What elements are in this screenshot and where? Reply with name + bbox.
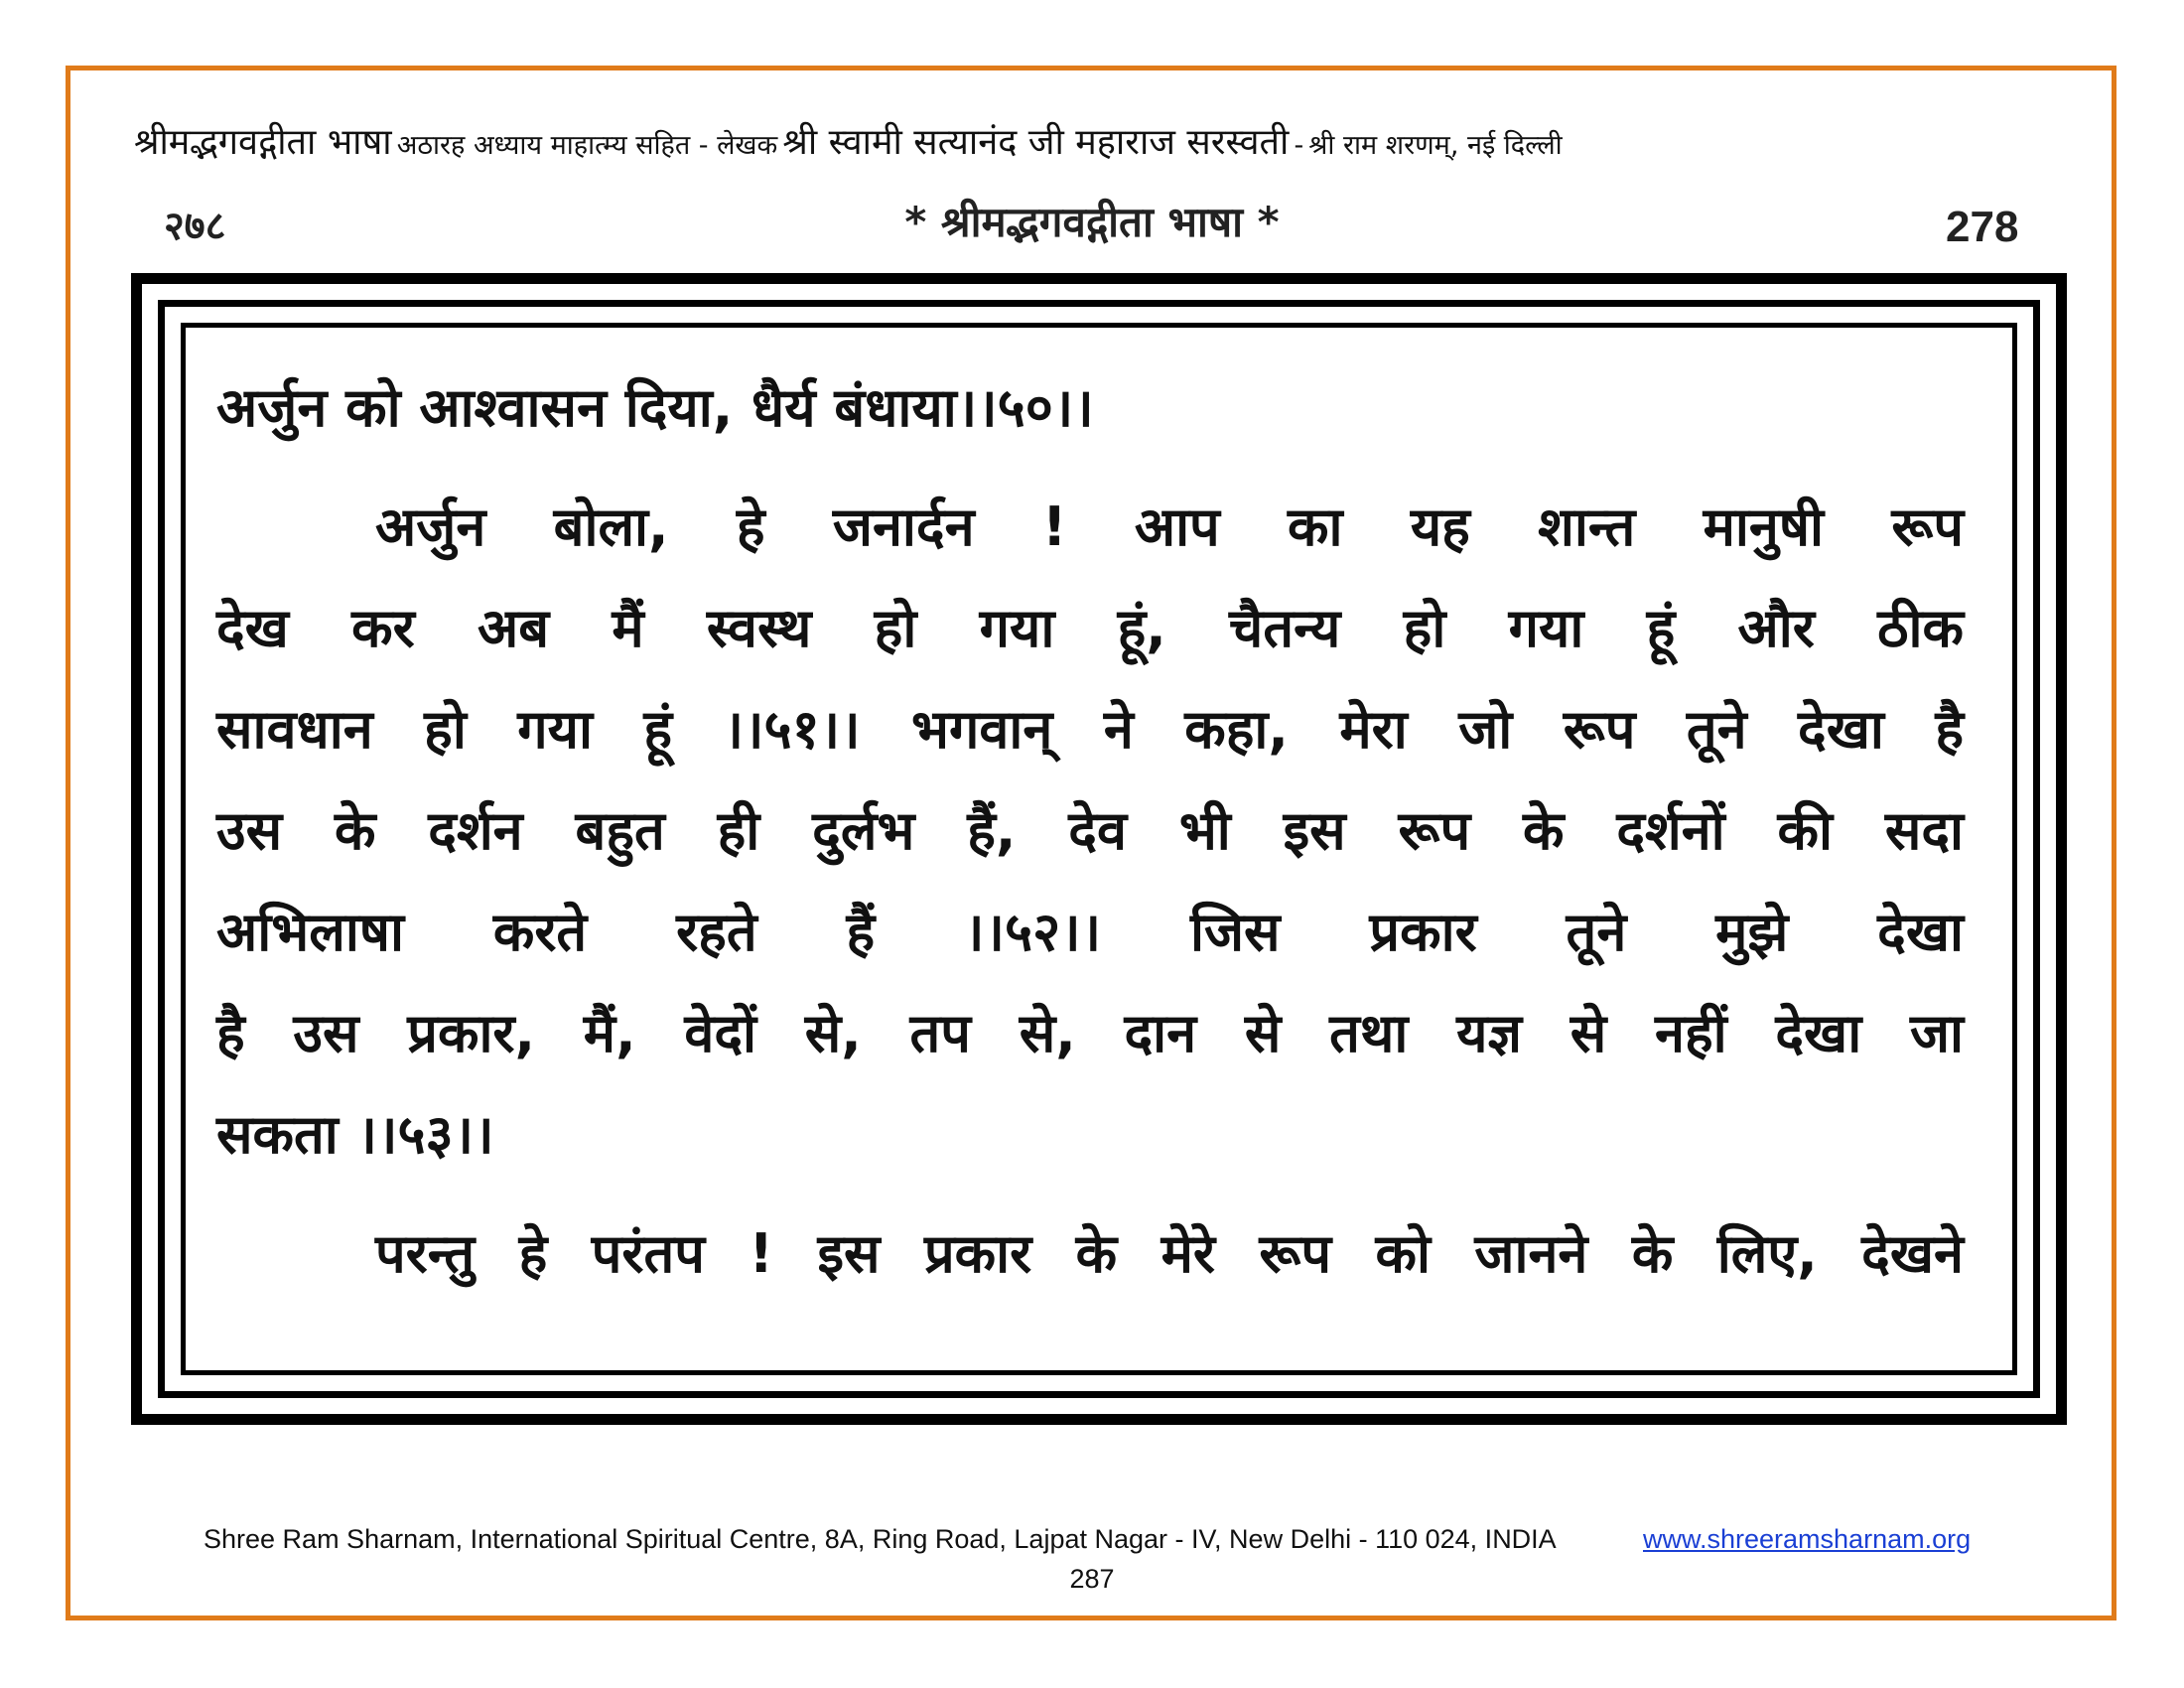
book-title: श्रीमद्भगवद्गीता भाषा (134, 122, 392, 163)
text-line: देख कर अब मैं स्वस्थ हो गया हूं, चैतन्य हो गया हूं और ठीक (216, 597, 1964, 659)
publisher-name: श्री राम शरणम्, नई दिल्ली (1308, 130, 1563, 161)
text-line: सकता ।।५३।। (216, 1103, 494, 1166)
header-separator: - (1294, 130, 1304, 161)
footer-address: Shree Ram Sharnam, International Spiritual Centre, 8A, Ring Road, Lajpat Nagar - IV, New Delhi - 110 024, INDIA (204, 1524, 1557, 1554)
footer-page-number: 287 (1069, 1564, 1115, 1594)
text-line: अर्जुन को आश्वासन दिया, धैर्य बंधाया।।५०।। (216, 376, 1094, 439)
page-number: 278 (1946, 203, 2019, 251)
text-line: अभिलाषा करते रहते हैं ।।५२।। जिस प्रकार तूने मुझे देखा (216, 901, 1964, 963)
website-link[interactable]: www.shreeramsharnam.org (1643, 1524, 1972, 1554)
text-line: है उस प्रकार, मैं, वेदों से, तप से, दान से तथा यज्ञ से नहीं देखा जा (216, 1002, 1964, 1064)
book-subtitle: अठारह अध्याय माहात्म्य सहित - लेखक (396, 130, 778, 161)
text-line: परन्तु हे परंतप ! इस प्रकार के मेरे रूप को जानने के लिए, देखने (375, 1222, 1964, 1285)
page-number-hindi: २७८ (164, 204, 226, 249)
text-line: अर्जुन बोला, हे जनार्दन ! आप का यह शान्त मानुषी रूप (375, 495, 1964, 558)
running-title: * श्रीमद्भगवद्गीता भाषा * (904, 198, 1280, 246)
author-name: श्री स्वामी सत्यानंद जी महाराज सरस्वती (782, 122, 1290, 163)
text-line: सावधान हो गया हूं ।।५१।। भगवान् ने कहा, मेरा जो रूप तूने देखा है (216, 698, 1964, 761)
document-header (134, 117, 2060, 175)
text-line: उस के दर्शन बहुत ही दुर्लभ हैं, देव भी इस रूप के दर्शनों की सदा (216, 799, 1964, 862)
scripture-text (216, 357, 1964, 1305)
